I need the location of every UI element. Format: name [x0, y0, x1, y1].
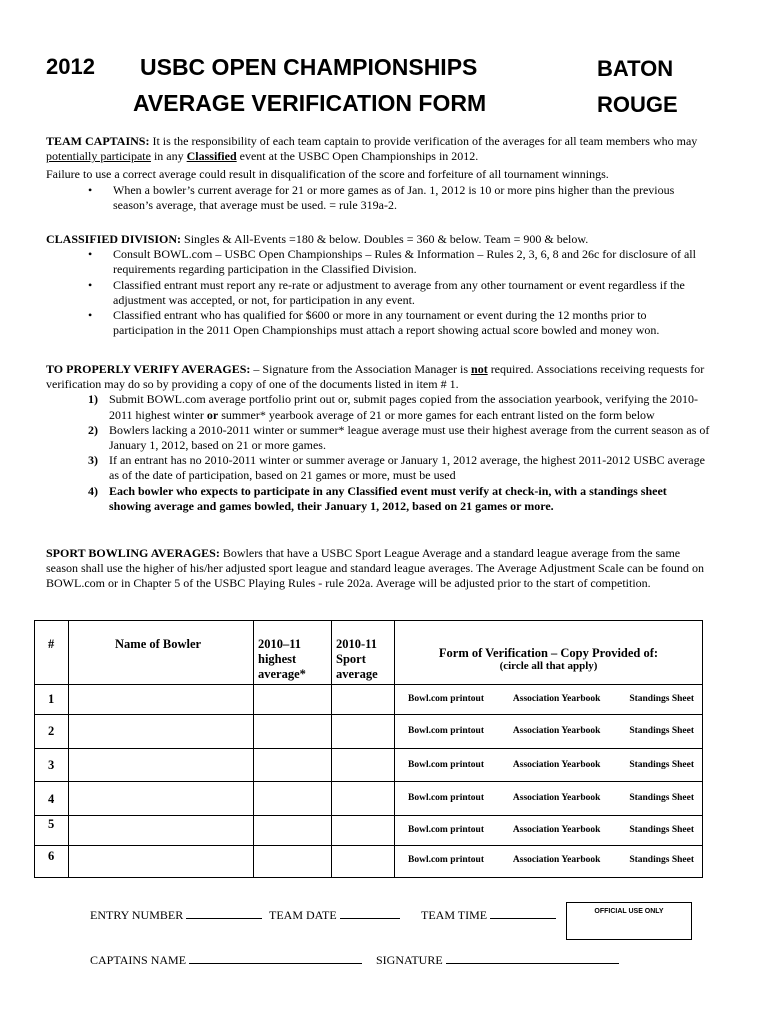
captains-name-label: CAPTAINS NAME	[90, 953, 187, 967]
bowler-name-input[interactable]	[69, 715, 254, 749]
team-date-input[interactable]	[340, 908, 400, 919]
option-association-yearbook[interactable]: Association Yearbook	[512, 825, 601, 835]
classified-bullet-text: Classified entrant who has qualified for $600 or more in any tournament or event during the 12 months prior to participation in the 2011 Open Championships must attach a report showing actual score bowled and money won.	[113, 308, 660, 338]
list-item	[46, 484, 710, 514]
col-sport-label: 2010-11 Sport average	[336, 637, 378, 681]
classified-section	[46, 232, 710, 338]
captains-text-underlined: potentially participate	[46, 149, 151, 164]
classified-paragraph	[46, 232, 710, 247]
captains-text-b: in any	[153, 149, 184, 164]
table-row	[35, 782, 703, 816]
option-bowlcom-printout[interactable]: Bowl.com printout	[408, 760, 484, 770]
col-name-label: Name of Bowler	[115, 637, 202, 651]
official-use-box	[566, 902, 692, 940]
table-row	[35, 715, 703, 749]
row-number-cell	[35, 749, 69, 782]
team-time-label: TEAM TIME	[421, 908, 488, 922]
entry-number-field	[90, 908, 262, 923]
item-number: 3)	[88, 453, 98, 468]
row-number: 4	[48, 792, 55, 806]
sport-average-input[interactable]	[332, 749, 395, 782]
verification-options-cell	[395, 846, 703, 878]
item3-text: If an entrant has no 2010-2011 winter or summer average or January 1, 2012 average, the highest 2011-2012 USBC average as of the date of participation, based on 21 games or more, must be used	[109, 453, 705, 483]
option-standings-sheet[interactable]: Standings Sheet	[629, 855, 694, 865]
col-header-sport	[332, 621, 395, 685]
bowler-table	[34, 620, 703, 878]
verification-options-cell	[395, 782, 703, 816]
row-number-cell	[35, 816, 69, 846]
verify-numbered-list	[46, 392, 710, 514]
table-header-row	[35, 621, 703, 685]
list-item	[46, 308, 710, 338]
signature-input[interactable]	[446, 953, 619, 964]
option-standings-sheet[interactable]: Standings Sheet	[629, 793, 694, 803]
col-form-subtitle: (circle all that apply)	[499, 660, 598, 672]
col-num-label: #	[48, 637, 55, 651]
item4-text: Each bowler who expects to participate in any Classified event must verify at check-in, with a standings sheet showing average and games bowled, their January 1, 2012, based on 21 games or more.	[109, 483, 667, 513]
failure-text: Failure to use a correct average could result in disqualification of the score and forfeiture of all tournament winnings.	[46, 167, 609, 182]
list-item	[46, 183, 710, 213]
captains-bullet-list	[46, 183, 710, 213]
captains-text-c: event at the USBC Open Championships in 2012.	[239, 149, 479, 164]
col-header-form	[395, 621, 703, 685]
captains-text-classified: Classified	[186, 149, 237, 164]
option-association-yearbook[interactable]: Association Yearbook	[512, 694, 601, 704]
entry-number-input[interactable]	[186, 908, 262, 919]
sport-average-input[interactable]	[332, 782, 395, 816]
option-bowlcom-printout[interactable]: Bowl.com printout	[408, 694, 484, 704]
item1-text-b: summer* yearbook average of 21 or more games for each entrant listed on the form below	[221, 407, 655, 422]
item1-text-or: or	[206, 407, 219, 422]
verify-text-not: not	[471, 362, 488, 376]
verify-label: TO PROPERLY VERIFY AVERAGES:	[46, 362, 251, 376]
classified-bullet-list	[46, 247, 710, 338]
team-time-field	[421, 908, 556, 923]
sport-average-input[interactable]	[332, 816, 395, 846]
verification-options-cell	[395, 685, 703, 715]
row-number: 2	[48, 724, 55, 738]
team-date-field	[269, 908, 400, 923]
official-use-label: OFFICIAL USE ONLY	[594, 908, 664, 915]
verify-text-b: required. Associations receiving requests for verification may do so by providing a copy of one of the documents listed in item # 1.	[46, 362, 705, 392]
form-title-line2: AVERAGE VERIFICATION FORM	[133, 90, 487, 116]
sport-average-input[interactable]	[332, 685, 395, 715]
list-item	[46, 392, 710, 422]
highest-average-input[interactable]	[254, 816, 332, 846]
highest-average-input[interactable]	[254, 685, 332, 715]
option-association-yearbook[interactable]: Association Yearbook	[512, 793, 601, 803]
sport-section	[46, 546, 710, 592]
sport-average-input[interactable]	[332, 846, 395, 878]
classified-text: Singles & All-Events =180 & below. Doubles = 360 & below. Team = 900 & below.	[184, 232, 589, 246]
verify-paragraph	[46, 362, 710, 392]
captains-paragraph	[46, 134, 710, 164]
captains-text-a: It is the responsibility of each team captain to provide verification of the averages for all team members who may	[152, 134, 698, 148]
classified-bullet-text: Consult BOWL.com – USBC Open Championships – Rules & Information – Rules 2, 3, 6, 8 and 26c for disclosure of all requirements regarding participation in the Classified Division.	[113, 247, 696, 277]
table-row	[35, 685, 703, 715]
captains-section	[46, 134, 710, 213]
captains-name-field	[90, 953, 362, 968]
captains-bullet-text: When a bowler’s current average for 21 or more games as of Jan. 1, 2012 is 10 or more pins higher than the previous season’s average, that average must be used. = rule 319a-2.	[113, 182, 675, 212]
classified-bullet-text: Classified entrant must report any re-rate or adjustment to average from any other tournament or event regardless if the adjustment was accepted, or not, for participation in any event.	[113, 277, 685, 307]
verification-options-cell	[395, 749, 703, 782]
option-bowlcom-printout[interactable]: Bowl.com printout	[408, 793, 484, 803]
signature-label: SIGNATURE	[376, 953, 443, 967]
table-row	[35, 846, 703, 878]
location-line1: BATON	[597, 56, 674, 81]
location-line2: ROUGE	[597, 92, 678, 117]
sport-average-input[interactable]	[332, 715, 395, 749]
classified-label: CLASSIFIED DIVISION:	[46, 232, 182, 246]
bowler-name-input[interactable]	[69, 685, 254, 715]
row-number-cell	[35, 715, 69, 749]
item-number: 2)	[88, 422, 98, 437]
col-header-name	[69, 621, 254, 685]
item-number: 1)	[88, 392, 98, 407]
col-header-highest	[254, 621, 332, 685]
bullet-icon: •	[88, 277, 93, 292]
col-header-number	[35, 621, 69, 685]
option-bowlcom-printout[interactable]: Bowl.com printout	[408, 726, 484, 736]
sport-label: SPORT BOWLING AVERAGES:	[46, 546, 220, 560]
option-association-yearbook[interactable]: Association Yearbook	[512, 855, 601, 865]
highest-average-input[interactable]	[254, 749, 332, 782]
row-number: 5	[48, 817, 55, 831]
row-number: 3	[48, 758, 55, 772]
list-item	[46, 453, 710, 483]
option-standings-sheet[interactable]: Standings Sheet	[629, 760, 694, 770]
verification-options-cell	[395, 715, 703, 749]
highest-average-input[interactable]	[254, 715, 332, 749]
list-item	[46, 278, 710, 308]
bowler-name-input[interactable]	[69, 749, 254, 782]
row-number: 6	[48, 849, 55, 863]
option-standings-sheet[interactable]: Standings Sheet	[629, 694, 694, 704]
bowler-name-input[interactable]	[69, 816, 254, 846]
team-time-input[interactable]	[490, 908, 556, 919]
captains-label: TEAM CAPTAINS:	[46, 134, 150, 148]
sport-paragraph	[46, 546, 710, 592]
form-year: 2012	[46, 54, 95, 79]
option-standings-sheet[interactable]: Standings Sheet	[629, 825, 694, 835]
verify-text-a: – Signature from the Association Manager is	[253, 362, 469, 376]
highest-average-input[interactable]	[254, 846, 332, 878]
table-row	[35, 816, 703, 846]
option-bowlcom-printout[interactable]: Bowl.com printout	[408, 855, 484, 865]
bowler-name-input[interactable]	[69, 846, 254, 878]
bullet-icon: •	[88, 247, 93, 262]
verify-section	[46, 362, 710, 514]
table-row	[35, 749, 703, 782]
col-form-title: Form of Verification – Copy Provided of:	[438, 646, 659, 660]
bowler-name-input[interactable]	[69, 782, 254, 816]
option-bowlcom-printout[interactable]: Bowl.com printout	[408, 825, 484, 835]
verification-options-cell	[395, 816, 703, 846]
captains-name-input[interactable]	[189, 953, 362, 964]
item-number: 4)	[88, 483, 98, 498]
col-highest-label: 2010–11 highest average*	[258, 637, 306, 681]
bullet-icon: •	[88, 308, 93, 323]
item1-text-a: Submit BOWL.com average portfolio print out or, submit pages copied from the association yearbook, verifying the 2010-2011 highest winter	[109, 392, 699, 422]
entry-number-label: ENTRY NUMBER	[90, 908, 184, 922]
bullet-icon: •	[88, 182, 93, 197]
row-number-cell	[35, 782, 69, 816]
row-number: 1	[48, 692, 55, 706]
row-number-cell	[35, 846, 69, 878]
item2-text: Bowlers lacking a 2010-2011 winter or summer* league average must use their highest average from the current season as of January 1, 2012, based on 21 or more games.	[109, 422, 710, 453]
row-number-cell	[35, 685, 69, 715]
signature-field	[376, 953, 619, 968]
list-item	[46, 247, 710, 277]
option-standings-sheet[interactable]: Standings Sheet	[629, 726, 694, 736]
team-date-label: TEAM DATE	[269, 908, 337, 922]
list-item	[46, 423, 710, 453]
sport-text: Bowlers that have a USBC Sport League Average and a standard league average from the same season shall use the higher of his/her adjusted sport league and standard league averages. The Average Adjustment Scale can be found on BOWL.com or in Chapter 5 of the USBC Playing Rules - rule 202a. Average will be adjusted prior to the start of competition.	[46, 546, 705, 591]
highest-average-input[interactable]	[254, 782, 332, 816]
option-association-yearbook[interactable]: Association Yearbook	[512, 726, 601, 736]
option-association-yearbook[interactable]: Association Yearbook	[512, 760, 601, 770]
form-title-line1: USBC OPEN CHAMPIONSHIPS	[140, 54, 478, 80]
